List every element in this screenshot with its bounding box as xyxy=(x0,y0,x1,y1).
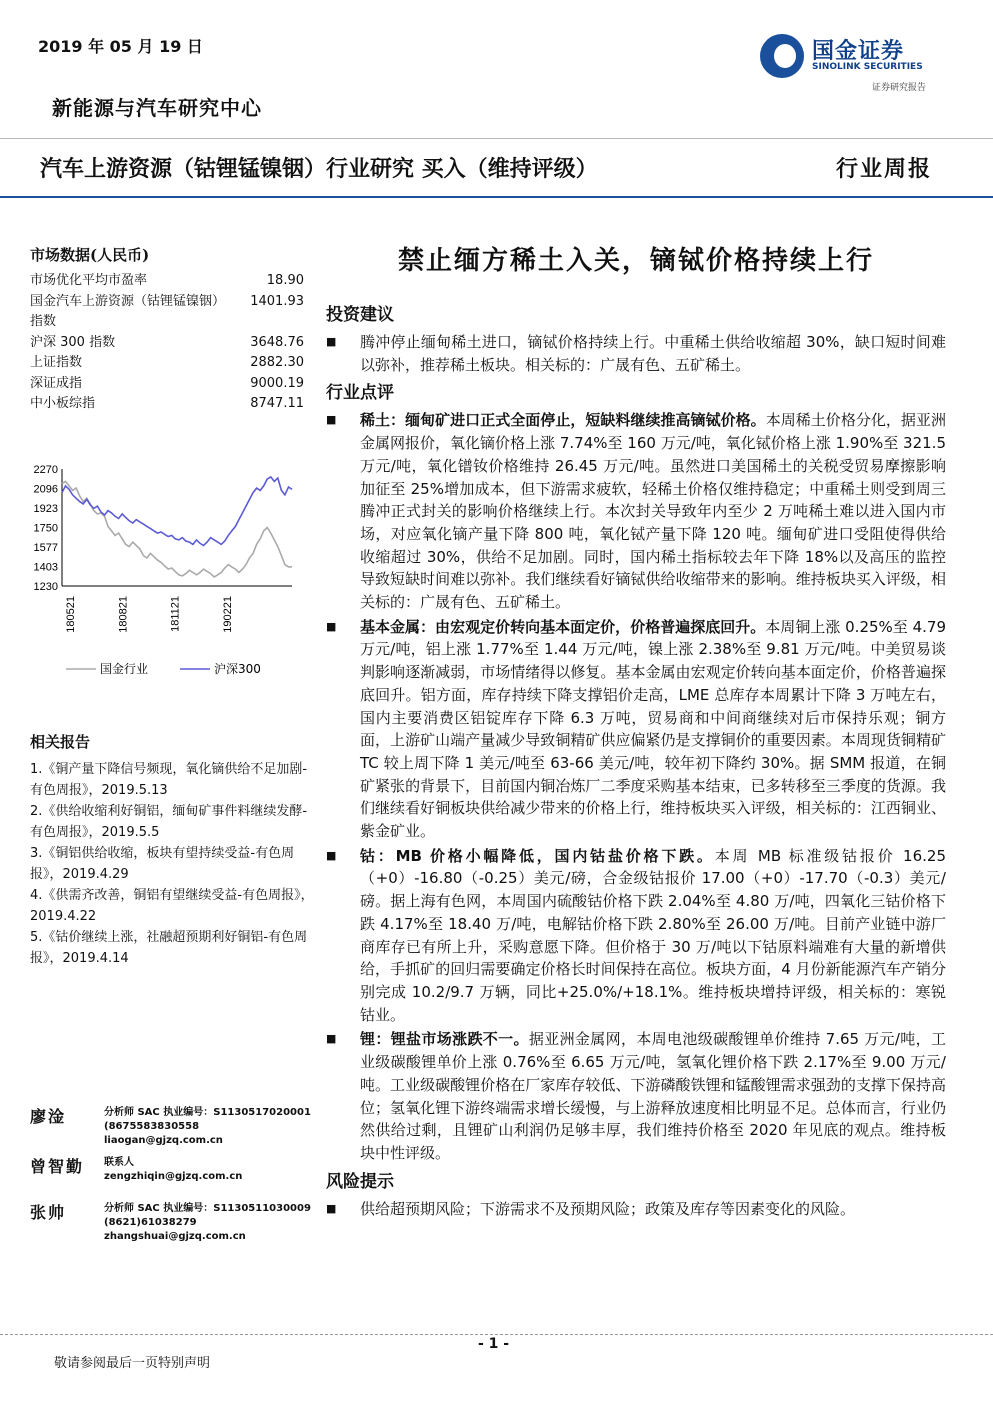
main-body xyxy=(326,296,946,1222)
x-tick-label: 180821 xyxy=(117,596,130,633)
bullet-paragraph xyxy=(326,331,946,376)
y-tick-label: 1230 xyxy=(33,581,58,593)
analyst-name: 曾智勤 xyxy=(30,1157,85,1176)
index-chart xyxy=(26,455,326,685)
legend-label: 国金行业 xyxy=(100,662,149,676)
paragraph-text xyxy=(360,616,946,843)
headline: 汽车上游资源（钴锂锰镍铟）行业研究 买入（维持评级） xyxy=(40,157,598,182)
paragraph-body: 本周稀土价格分化，据亚洲金属网报价，氧化镝价格上涨 7.74%至 160 万元/吨，氧化铽价格上涨 1.90%至 321.5 万元/吨，氧化镨钕价格维持 26.45 万元/吨。虽然进口美国稀土的关税受贸易摩擦影响加征至 25%增加成本，但下游需求疲软，轻稀土价格仅维持稳定；中重稀土则受到周三腾冲正式封关的影响价格继续上行。本次封关导致年内至少 2 万吨稀土难以进入国内市场，对应氧化镝产量下降 800 吨，氧化铽产量下降 120 吨。缅甸矿进口受阻使得供给收缩超过 30%，供给不足加剧。同时，国内稀土指标较去年下降 18%以及高压的监控导致短缺时间难以弥补。我们继续看好镝铽供给收缩带来的影响。维持板块买入评级，相关标的：广晟有色、五矿稀土。 xyxy=(360,411,946,612)
related-item: 1.《铜产量下降信号频现，氧化镝供给不足加剧-有色周报》，2019.5.13 xyxy=(30,762,308,798)
x-tick-label: 190221 xyxy=(221,596,234,633)
paragraph-text xyxy=(360,845,946,1027)
analyst-info-line: 分析师 SAC 执业编号：S1130511030009 xyxy=(104,1203,311,1214)
market-data-row xyxy=(30,394,310,415)
legend-label: 沪深300 xyxy=(214,662,261,676)
market-data-value: 3648.76 xyxy=(250,334,304,350)
logo-cn-text: 国金证券 xyxy=(812,39,905,64)
paragraph-body: 据亚洲金属网，本周电池级碳酸锂单价维持 7.65 万元/吨，工业级碳酸锂单价上涨 0.76%至 6.65 万元/吨，氢氧化锂价格下跌 2.17%至 9.00 万元/吨。工业级碳酸锂价格在厂家库存较低、下游磷酸铁锂和锰酸锂需求强劲的支撑下保持高位；氢氧化锂下游终端需求增长缓慢，与上游释放速度相比明显不足。总体而言，行业仍然供给过剩，且锂矿山利润仍足够丰厚，我们维持价格至 2020 年见底的观点。维持板块中性评级。 xyxy=(360,1030,946,1162)
market-data-rows xyxy=(30,271,310,415)
y-tick-label: 1923 xyxy=(33,503,58,516)
paragraph-text xyxy=(360,1028,946,1164)
paragraph-body: 腾冲停止缅甸稀土进口，镝铽价格持续上行。中重稀土供给收缩超 30%，缺口短时间难以弥补，推荐稀土板块。相关标的：广晟有色、五矿稀土。 xyxy=(360,333,946,374)
bullet-paragraph xyxy=(326,616,946,843)
analyst-info-line: zengzhiqin@gjzq.com.cn xyxy=(104,1171,243,1182)
paragraph-text xyxy=(360,409,946,613)
divider-accent xyxy=(0,196,993,198)
market-data-value: 8747.11 xyxy=(250,396,304,411)
analyst-card xyxy=(30,1154,330,1202)
related-item: 3.《铜铝供给收缩，板块有望持续受益-有色周报》，2019.4.29 xyxy=(30,846,295,882)
paragraph-body: 本周铜上涨 0.25%至 4.79 万元/吨，铝上涨 1.77%至 1.44 万元/吨，镍上涨 2.38%至 9.81 万元/吨。中美贸易谈判影响逐渐减弱，市场情绪得以修复。基本金属由宏观定价转向基本面定价，价格普遍探底回升。铝方面，库存持续下降支撑铝价走高，LME 总库存本周累计下降 3 万吨左右，国内主要消费区铝锭库存下降 6.3 万吨，贸易商和中间商继续对后市保持乐观；铜方面，上游矿山端产量减少导致铜精矿供应偏紧仍是支撑铜价的重要因素。本周现货铜精矿 TC 较上周下降 1 美元/吨至 63-66 美元/吨，较年初下降约 30%。据 SMM 报道，在铜矿紧张的背景下，目前国内铜冶炼厂二季度采购基本结束，已多转移至三季度的货源。我们继续看好铜板块供给减少带来的价格上行，维持板块买入评级，相关标的：江西铜业、紫金矿业。 xyxy=(360,617,946,841)
bullet-paragraph xyxy=(326,845,946,1027)
x-tick-label: 180521 xyxy=(65,596,77,633)
y-tick-label: 1403 xyxy=(33,561,58,574)
market-data-row xyxy=(30,333,310,354)
analyst-name: 廖淦 xyxy=(30,1107,67,1126)
report-type: 行业周报 xyxy=(836,156,933,182)
report-date: 2019 年 05 月 19 日 xyxy=(38,37,203,56)
bullet-paragraph xyxy=(326,1198,946,1221)
bullet-icon: ■ xyxy=(326,619,337,633)
y-tick-label: 1750 xyxy=(33,522,58,535)
analyst-info-line: 联系人 xyxy=(104,1157,134,1168)
related-item: 2.《供给收缩利好铜铝，缅甸矿事件料继续发酵-有色周报》，2019.5.5 xyxy=(30,804,308,840)
paragraph-body: 供给超预期风险；下游需求不及预期风险；政策及库存等因素变化的风险。 xyxy=(360,1199,856,1218)
analyst-info-line: (8675583830558 xyxy=(104,1121,200,1132)
research-center: 新能源与汽车研究中心 xyxy=(52,96,262,120)
analyst-card xyxy=(30,1104,330,1152)
bullet-icon: ■ xyxy=(326,335,337,348)
market-data-label: 深证成指 xyxy=(30,375,83,391)
market-data-label: 国金汽车上游资源（钴锂锰镍铟）指数 xyxy=(30,293,219,329)
page-number: - 1 - xyxy=(478,1336,510,1352)
logo-sub-text: 证券研究报告 xyxy=(872,83,927,93)
footer-note: 敬请参阅最后一页特别声明 xyxy=(54,1356,211,1371)
analyst-info xyxy=(104,1106,311,1148)
bullet-icon: ■ xyxy=(326,413,337,427)
paragraph-lead: 锂：锂盐市场涨跌不一。 xyxy=(360,1030,529,1049)
analyst-info-line: liaogan@gjzq.com.cn xyxy=(104,1135,223,1146)
market-data xyxy=(30,244,310,415)
section-heading: 行业点评 xyxy=(326,383,394,404)
market-data-value: 1401.93 xyxy=(250,293,304,309)
section-heading: 投资建议 xyxy=(326,305,394,325)
index-line-chart xyxy=(26,455,326,685)
paragraph-body: 本周 MB 标准级钴报价 16.25（+0）-16.80（-0.25）美元/磅，合金级钴报价 17.00（+0）-17.70（-0.3）美元/磅。据上海有色网，本周国内硫酸钴价格下跌 2.04%至 4.80 万/吨，四氧化三钴价格下跌 4.17%至 18.40 万/吨，电解钴价格下跌 2.80%至 26.00 万/吨。目前产业链中游厂商库存已有所上升，采购意愿下降。但价格于 30 万/吨以下钴原料端难有大量的新增供给，手抓矿的回归需要确定价格长时间保持在高位。板块方面，4 月份新能源汽车产销分别完成 10.2/9.7 万辆，同比+25.0%/+18.1%。维持板块增持评级，相关标的：寒锐钴业。 xyxy=(360,846,947,1024)
paragraph-lead: 基本金属：由宏观定价转向基本面定价，价格普遍探底回升。 xyxy=(360,617,766,636)
market-data-label: 中小板综指 xyxy=(30,396,96,411)
company-logo xyxy=(760,30,950,100)
x-tick-label: 181121 xyxy=(169,596,182,632)
paragraph-lead: 稀土：缅甸矿进口正式全面停止，短缺料继续推高镝铽价格。 xyxy=(360,411,766,430)
related-reports xyxy=(30,732,320,969)
analyst-info xyxy=(104,1156,242,1184)
logo-mark-icon xyxy=(760,34,804,78)
market-data-value: 18.90 xyxy=(266,273,304,288)
analyst-name: 张帅 xyxy=(30,1203,67,1222)
bullet-paragraph xyxy=(326,1028,946,1164)
analyst-info xyxy=(104,1202,311,1244)
y-tick-label: 2096 xyxy=(33,483,58,496)
divider xyxy=(0,138,993,139)
y-tick-label: 2270 xyxy=(33,464,58,476)
related-item: 5.《钴价继续上涨，社融超预期利好铜铝-有色周报》，2019.4.14 xyxy=(30,930,308,966)
series-line xyxy=(62,477,292,546)
bullet-paragraph xyxy=(326,409,946,613)
market-data-row xyxy=(30,353,310,374)
main-title: 禁止缅方稀土入关，镝铽价格持续上行 xyxy=(397,246,874,276)
market-data-row xyxy=(30,374,310,395)
related-list xyxy=(30,759,320,969)
section-heading: 风险提示 xyxy=(326,1171,394,1192)
market-data-value: 9000.19 xyxy=(250,375,304,391)
bullet-icon: ■ xyxy=(326,848,337,862)
market-data-row xyxy=(30,271,310,292)
related-title: 相关报告 xyxy=(30,733,91,751)
bullet-icon: ■ xyxy=(326,1032,337,1046)
analyst-info-line: (8621)61038279 xyxy=(104,1217,197,1228)
market-data-value: 2882.30 xyxy=(250,355,304,370)
y-tick-label: 1577 xyxy=(33,541,58,554)
related-item: 4.《供需齐改善，铜铝有望继续受益-有色周报》，2019.4.22 xyxy=(30,888,314,924)
paragraph-text xyxy=(360,331,946,376)
market-data-label: 市场优化平均市盈率 xyxy=(30,273,148,288)
market-data-row xyxy=(30,292,310,333)
market-data-label: 沪深 300 指数 xyxy=(30,334,116,350)
paragraph-lead: 钴：MB 价格小幅降低，国内钴盐价格下跌。 xyxy=(360,846,715,865)
analyst-card xyxy=(30,1200,330,1248)
bullet-icon: ■ xyxy=(326,1201,337,1215)
market-data-label: 上证指数 xyxy=(30,355,83,370)
analyst-info-line: 分析师 SAC 执业编号：S1130517020001 xyxy=(104,1107,311,1118)
series-line xyxy=(62,481,292,577)
paragraph-text xyxy=(360,1198,946,1221)
market-data-title: 市场数据(人民币) xyxy=(30,246,150,264)
logo-en-text: SINOLINK SECURITIES xyxy=(812,62,923,72)
analyst-info-line: zhangshuai@gjzq.com.cn xyxy=(104,1231,246,1242)
